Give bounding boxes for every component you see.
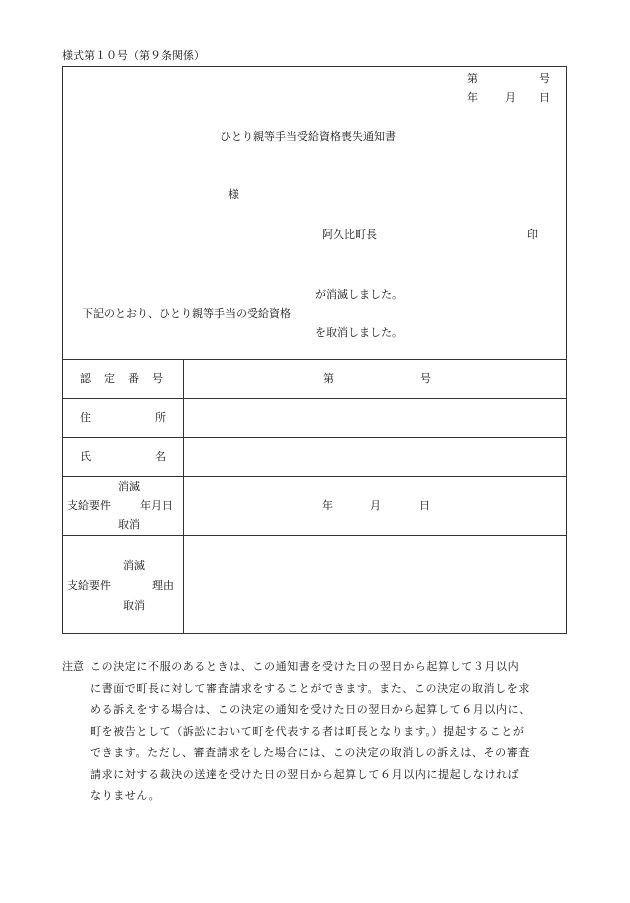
table-top-border <box>63 359 566 360</box>
date-row-date-label: 年月日 <box>140 499 173 512</box>
date-row-lapse: 消滅 <box>118 480 140 493</box>
doc-number-suffix: 号 <box>539 72 550 85</box>
name-label-first: 氏 <box>80 450 91 463</box>
form-number-label: 様式第１０号（第９条関係） <box>62 49 205 62</box>
statement-option-lapsed: が消滅しました。 <box>315 288 403 301</box>
table-row-divider <box>63 437 566 438</box>
caution-line: 町を被告として（訴訟において町を代表する者は町長となります。）提起することが <box>90 724 525 738</box>
caution-line: なりません。 <box>90 789 161 802</box>
issuer-name: 阿久比町長 <box>322 228 377 241</box>
date-row-requirement: 支給要件 <box>67 499 111 512</box>
date-value-year: 年 <box>322 499 333 512</box>
date-value-month: 月 <box>370 499 381 512</box>
reason-row-lapse: 消滅 <box>123 559 145 572</box>
cert-number-label: 認 定 番 号 <box>80 372 164 385</box>
date-value-day: 日 <box>419 499 430 512</box>
doc-number-prefix: 第 <box>467 72 478 85</box>
table-row-divider <box>63 476 566 477</box>
cert-number-prefix: 第 <box>323 372 334 385</box>
caution-line: 請求に対する裁決の送達を受けた日の翌日から起算して６月以内に提起しなければ <box>90 767 520 781</box>
caution-line: に書面で町長に対して審査請求をすることができます。また、この決定の取消しを求 <box>90 681 530 695</box>
date-row-revoke: 取消 <box>118 518 140 531</box>
reason-row-requirement: 支給要件 <box>67 579 111 592</box>
caution-line: める訴えをする場合は、この決定の通知を受けた日の翌日から起算して６月以内に、 <box>90 703 531 716</box>
address-label-first: 住 <box>80 411 91 424</box>
reason-row-reason-label: 理由 <box>152 579 174 592</box>
statement-main: 下記のとおり、ひとり親等手当の受給資格 <box>82 307 291 320</box>
caution-line: この決定に不服のあるときは、この通知書を受けた日の翌日から起算して３月以内 <box>90 660 520 673</box>
seal-mark: 印 <box>527 228 538 241</box>
caution-line: できます。ただし、審査請求をした場合には、この決定の取消しの訴えは、その審査 <box>90 746 530 759</box>
address-label-second: 所 <box>155 411 166 424</box>
notice-form-box <box>62 66 567 634</box>
statement-option-revoked: を取消しました。 <box>315 326 403 339</box>
reason-row-revoke: 取消 <box>123 599 145 612</box>
document-title: ひとり親等手当受給資格喪失通知書 <box>220 130 396 143</box>
date-month: 月 <box>505 91 516 104</box>
table-column-divider <box>183 359 184 633</box>
notice-caution <box>62 656 567 807</box>
table-row-divider <box>63 535 566 536</box>
caution-label: 注意 <box>62 660 84 673</box>
name-label-second: 名 <box>155 450 166 463</box>
date-year: 年 <box>467 91 478 104</box>
cert-number-suffix: 号 <box>420 372 431 385</box>
date-day: 日 <box>539 91 550 104</box>
addressee-suffix: 様 <box>228 188 239 201</box>
table-row-divider <box>63 398 566 399</box>
